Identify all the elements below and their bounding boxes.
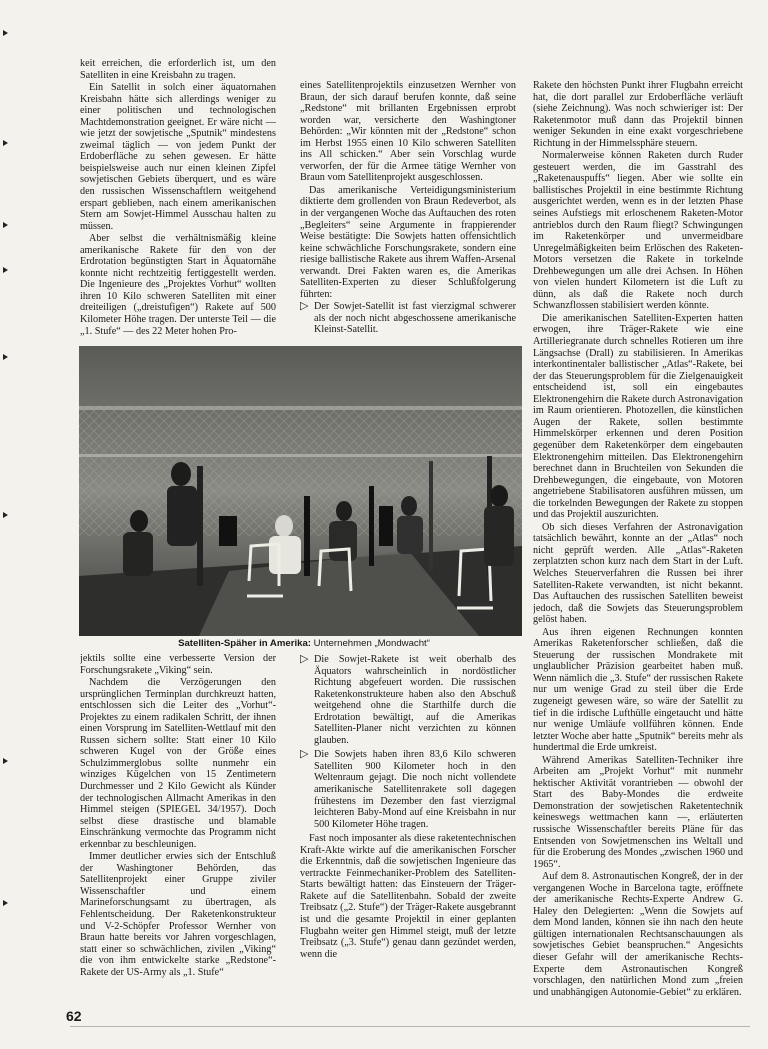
paragraph: eines Satellitenprojektils einzusetzen Wernher von Braun, der sich darauf berufen konnte, daß seine „Redstone“ mit brillanten Ergebnissen erprobt worden war, versicherte den Washingtoner Behörden: „Wir könnten mit der „Redstone“ schon im Herbst 1955 einen 10 Kilo schweren Satelliten ins All schicken.“ Aber sein Vorschlag wurde verworfen, der für die Armee tätige Wernher von Braun vom Satellitenprojekt ausgeschlossen. [300,80,516,184]
margin-arrow-icon [3,512,9,518]
article-column-1-continued [80,653,276,1013]
page-number: 62 [66,1008,82,1024]
paragraph: jektils sollte eine verbesserte Version der Forschungsrakete „Viking“ sein. [80,653,276,676]
article-column-2 [300,80,516,346]
fact-bullet [300,301,516,336]
paragraph: Rakete den höchsten Punkt ihrer Flugbahn erreicht hat, die dort parallel zur Erdoberfläche verläuft (siehe Zeichnung). Was noch schwieriger ist: Der Raketenmotor muß dann das Projektil binnen weniger Sekunden in eine exakt vorgeschriebene Richtung in der Himmelssphäre steuern. [533,80,743,149]
caption-text: Unternehmen „Mondwacht“ [313,638,430,649]
photo-caption [80,637,528,651]
paragraph: Aus ihren eigenen Rechnungen konnten Amerikas Raketenforscher schließen, daß die Steuerung der russischen Mondrakete mit unglaublicher Präzision gearbeitet haben muß. Wenn nämlich die „3. Stufe“ der russischen Rakete nur um wenige Grad zu steil über die Erde zugeneigt gewesen wäre, so wäre der Satellit zu tief in die irdische Lufthülle eingetaucht und hätte nur wenige Umläufe vollführen können. Ende letzter Woche aber hatte „Sputnik“ bereits mehr als hundertmal die Erde umkreist. [533,626,743,754]
fact-text: Die Sowjet-Rakete ist weit oberhalb des Äquators wahrscheinlich in nordöstlicher Richtung abgefeuert worden. Die russischen Raketenkonstrukteure haben also den Abschuß weitgehend ohne die Starthilfe durch die Erdrotation bewältigt, auf die Amerikas Satelliten-Planer nicht verzichten zu können glauben. [314,654,516,746]
fact-text: Der Sowjet-Satellit ist fast vierzigmal schwerer als der noch nicht abgeschossene amerikanische Kleinst-Satellit. [314,301,516,336]
fact-bullet [300,654,516,746]
paragraph: Immer deutlicher erwies sich der Entschluß der Washingtoner Behörden, das Satellitenprojekt einer Gruppe ziviler Wissenschaftler und einem Marineforschungsamt zu übertragen, als Fehlentscheidung. Der Raketenkonstrukteur und V-2-Schöpfer Professor Wernher von Braun hatte bereits vor Jahren vorgeschlagen, statt einer so schwächlichen, zivilen „Viking“ die von ihm entwickelte starke „Redstone“-Rakete der US-Army als „1. Stufe“ [80,851,276,978]
paragraph: Auf dem 8. Astronautischen Kongreß, der in der vergangenen Woche in Barcelona tagte, eröffnete der amerikanische Rechts-Experte Andrew G. Haley den Delegierten: „Wenn die Sowjets auf dem Mond landen, können sie ihn nach den heute gültigen internationalen Rechtsanschauungen als sowjetisches Gebiet beanspruchen.“ Angesichts dieser Gefahr will der amerikanische Rechts-Experte dem Astronautischen Kongreß vorschlagen, den natürlichen Mond zum „freien und unabhängigen Autonomie-Gebiet“ zu erklären. [533,871,743,998]
article-column-1 [80,58,276,340]
margin-arrow-icon [3,900,9,906]
margin-arrow-icon [3,354,9,360]
paragraph: Während Amerikas Satelliten-Techniker ihre Arbeiten am „Projekt Vorhut“ mit nunmehr hektischer Aktivität vorantrieben — obwohl der Start des Baby-Mondes die erdweite Demonstration der sowjetischen Raketentechnik keineswegs wettmachen kann —, erläuterten russische Wissenschaftler bereits Pläne für das Entsenden von Sowjetmenschen ins Weltall und für die Eroberung des Mondes „zwischen 1960 und 1965“. [533,754,743,870]
margin-arrow-icon [3,140,9,146]
margin-arrow-icon [3,267,9,273]
paragraph: Aber selbst die verhältnismäßig kleine amerikanische Rakete für den von der Erdrotation begünstigten Start in Äquatornähe konnte nicht rechtzeitig fertiggestellt werden. Die Ingenieure des „Projektes Vorhut“ wollten ihren 10 Kilo schweren Satelliten mit einer dreiteiligen („dreistufigen“) Rakete auf 500 Kilometer Höhe tragen. Der unterste Teil — die „1. Stufe“ — des 22 Meter hohen Pro- [80,233,276,337]
fact-text: Die Sowjets haben ihren 83,6 Kilo schweren Satelliten 900 Kilometer hoch in den Weltenraum gejagt. Die noch nicht vollendete amerikanische Satellitenrakete soll dagegen frühestens im Dezember den fast vierzigmal leichteren Baby-Mond auf eine Kreisbahn in nur 500 Kilometer Höhe tragen. [314,749,516,830]
margin-arrow-icon [3,30,9,36]
paragraph: Die amerikanischen Satelliten-Experten hatten erwogen, ihre Träger-Rakete wie eine Artilleriegranate durch schnelles Rotieren um ihre Längsachse (Drall) zu stabilisieren. In Amerikas interkontinentaler ballistischer „Atlas“-Rakete, bei der das Steuerungsproblem für die Zielgenauigkeit entscheidend ist, soll ein eingebautes Elektronengehirn die Rakete durch Astronavigation im Raum orientieren. Photozellen, die künstlichen Augen der Rakete, sollen bestimmte Himmelskörper erkennen und deren Position gegenüber dem Raketenkörper dem eingebauten Elektronengehirn mitteilen. Das Elektronengehirn berechnet dann in Bruchteilen von Sekunden die Drehbewegungen, die eingebaute, von Motoren angetriebene Stabilisatoren ausführen müssen, um die torkelnden Bewegungen der Rakete zu stoppen und das Projektil auszurichten. [533,312,743,521]
triangle-right-icon: ▷ [300,300,309,313]
rooftop-observers-photo [79,346,522,636]
margin-arrow-icon [3,758,9,764]
paragraph: keit erreichen, die erforderlich ist, um den Satelliten in eine Kreisbahn zu tragen. [80,58,276,81]
paragraph: Normalerweise können Raketen durch Ruder gesteuert werden, die im Gasstrahl des „Raketenauspuffs“ liegen. Aber wie sollte ein ballistisches Projektil in eine bestimmte Richtung ausgerichtet werden, wenn es in der letzten Phase seines Aufstiegs mit erloschenem Raketen-Motor antrieblos durch den Raum fliegt? Schwingungen im Raketenkörper und unvermeidbare Unregelmäßigkeiten beim Erlöschen des Raketen-Motors versetzen die Rakete in torkelnde Drehbewegungen um alle drei Achsen. In Höhen von vielen hundert Kilometern ist die Luft zu dünn, als daß die Rakete noch durch Schwanzflossen stabilisiert werden könnte. [533,150,743,312]
caption-lead: Satelliten-Späher in Amerika: [178,638,311,649]
paragraph: Ein Satellit in solch einer äquatornahen Kreisbahn hätte sich allerdings weniger zu einer politischen und technologischen Machtdemonstration geeignet. Er wäre nicht — wie jetzt der sowjetische „Sputnik“ mindestens zweimal täglich — von jedem Punkt der Erdoberfläche zu sehen gewesen. Er hätte beispielsweise auch nur einen kleinen Zipfel sowjetischen Gebiets überquert, und es wäre den russischen Wissenschaftlern weitgehend erspart geblieben, nach einem amerikanischen Stern am Sowjet-Himmel Ausschau halten zu müssen. [80,82,276,232]
article-column-2-continued [300,653,516,1015]
paragraph: Ob sich dieses Verfahren der Astronavigation tatsächlich bewährt, konnte an der „Atlas“ noch nicht geprüft werden. Alle „Atlas“-Raketen zerplatzten schon kurz nach dem Start in der Luft. Welches Steuerverfahren die Russen bei ihrer Satelliten-Rakete verwandten, ist nicht bekannt. Das Auftauchen des russischen Satelliten beweist jedoch, daß die Sowjets das Steuerungsproblem gelöst haben. [533,521,743,626]
fact-bullet [300,749,516,830]
paragraph: Das amerikanische Verteidigungsministerium diktierte dem grollenden von Braun Redeverbot, als in der vergangenen Woche das Auftauchen des roten „Begleiters“ seine Argumente in frappierender Weise bestätigte: Die Sowjets hatten offensichtlich keine schwächliche Forschungsrakete, sondern eine riesige ballistische Rakete aus ihrem Waffen-Arsenal verwandt. Drei Fakten waren es, die Amerikas Satelliten-Experten zu dieser Schlußfolgerung führten: [300,184,516,300]
paragraph: Fast noch imposanter als diese raketentechnischen Kraft-Akte wirkte auf die amerikanischen Forscher die Erkenntnis, daß die sowjetischen Ingenieure das vertrackte Feinmechaniker-Problem des Satelliten-Starts bewältigt hatten: das Einsteuern der Träger-Rakete auf die Satellitenbahn. Sobald der zweite Treibsatz („2. Stufe“) der Träger-Rakete ausgebrannt ist und die gesamte Projektil in einer geplanten Flugbahn weiter gen Himmel steigt, muß der letzte Treibsatz („3. Stufe“) genau dann gezündet werden, wenn die [300,833,516,960]
triangle-right-icon: ▷ [300,748,309,761]
paragraph: Nachdem die Verzögerungen den ursprünglichen Terminplan durchkreuzt hatten, entschlossen sich die Leiter des „Vorhut“-Projektes zu einem radikalen Schritt, der ihnen einen Vorsprung im Satelliten-Wettlauf mit den Russen sichern sollte: Statt einer 10 Kilo schweren Kugel von der Größe eines Schulzimmerglobus sollte nunmehr ein winziges Kügelchen von 15 Zentimetern Durchmesser und 2 Kilo Gewicht als Künder der technologischen Allmacht Amerikas in den Himmel steigen (SPIEGEL 34/1957). Doch selbst diese drastische und blamable Einschränkung vermochte das Programm nicht erkennbar zu beschleunigen. [80,677,276,850]
triangle-right-icon: ▷ [300,653,309,665]
article-column-3 [533,80,743,1026]
bottom-rule [70,1026,750,1027]
article-photo [79,346,522,636]
margin-arrow-icon [3,222,9,228]
